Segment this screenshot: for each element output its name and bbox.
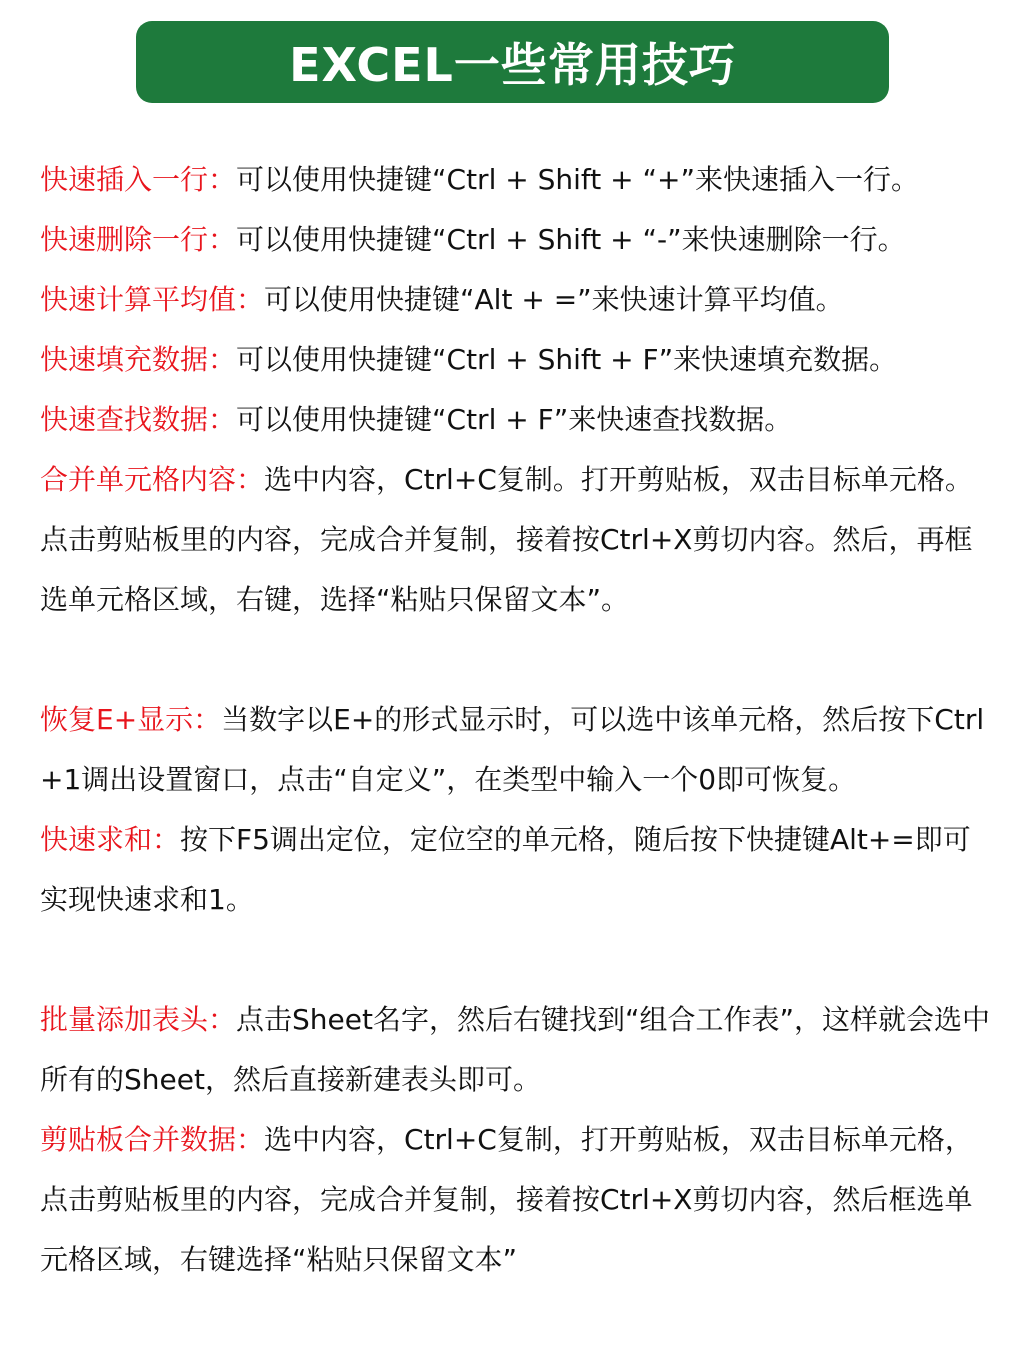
tip-text: 可以使用快捷键“Alt + =”来快速计算平均值。 — [264, 283, 844, 316]
tip-text: 按下F5调出定位，定位空的单元格，随后按下快捷键Alt+=即可实现快速求和1。 — [40, 823, 971, 916]
tip-merge-cells — [40, 450, 990, 630]
tip-label: 快速删除一行： — [40, 223, 237, 256]
tip-fill-data — [40, 330, 990, 390]
tip-label: 批量添加表头： — [40, 1003, 237, 1036]
tip-clipboard-merge — [40, 1110, 990, 1290]
page-title: EXCEL一些常用技巧 — [289, 38, 736, 92]
tip-text: 可以使用快捷键“Ctrl + Shift + “-”来快速删除一行。 — [236, 223, 906, 256]
tip-batch-header — [40, 990, 990, 1110]
spacer — [40, 930, 990, 990]
tip-label: 快速求和： — [40, 823, 181, 856]
tip-text: 可以使用快捷键“Ctrl + Shift + F”来快速填充数据。 — [236, 343, 898, 376]
title-banner — [136, 21, 889, 103]
tip-text: 可以使用快捷键“Ctrl + Shift + “+”来快速插入一行。 — [236, 163, 919, 196]
tip-text: 当数字以E+的形式显示时，可以选中该单元格，然后按下Ctrl+1调出设置窗口，点击“自定义”，在类型中输入一个0即可恢复。 — [40, 703, 985, 796]
tip-label: 快速填充数据： — [40, 343, 237, 376]
tip-quick-sum — [40, 810, 990, 930]
tip-text: 选中内容，Ctrl+C复制，打开剪贴板，双击目标单元格，点击剪贴板里的内容，完成合并复制，接着按Ctrl+X剪切内容，然后框选单元格区域，右键选择“粘贴只保留文本” — [40, 1123, 973, 1276]
tip-label: 合并单元格内容： — [40, 463, 265, 496]
tip-average — [40, 270, 990, 330]
tip-restore-e-plus — [40, 690, 990, 810]
tip-label: 恢复E+显示： — [40, 703, 222, 736]
tips-list — [40, 150, 990, 1290]
tip-delete-row — [40, 210, 990, 270]
tip-find-data — [40, 390, 990, 450]
tip-text: 点击Sheet名字，然后右键找到“组合工作表”，这样就会选中所有的Sheet，然后直接新建表头即可。 — [40, 1003, 990, 1096]
tip-insert-row — [40, 150, 990, 210]
tip-label: 快速计算平均值： — [40, 283, 265, 316]
tip-text: 选中内容，Ctrl+C复制。打开剪贴板，双击目标单元格。点击剪贴板里的内容，完成合并复制，接着按Ctrl+X剪切内容。然后，再框选单元格区域，右键，选择“粘贴只保留文本”。 — [40, 463, 973, 616]
spacer — [40, 630, 990, 690]
tip-label: 快速查找数据： — [40, 403, 237, 436]
tip-label: 剪贴板合并数据： — [40, 1123, 265, 1156]
tip-text: 可以使用快捷键“Ctrl + F”来快速查找数据。 — [236, 403, 793, 436]
tip-label: 快速插入一行： — [40, 163, 237, 196]
